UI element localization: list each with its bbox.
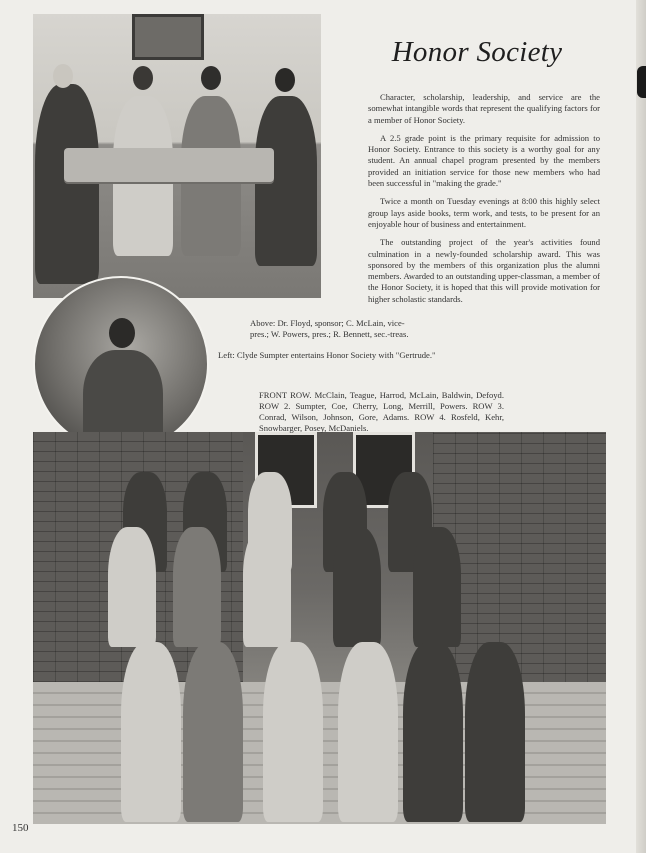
article-paragraph: The outstanding project of the year's activities found culmination in a newly-founded scholarship award. This was sponsored by the members of this organization plus the alumni members. Awarded to an outstanding upper-classman, a member of the Honor Society, it is hoped that this will provide motivation for higher scholastic standards. <box>368 237 600 304</box>
student <box>403 642 463 822</box>
person-sponsor <box>35 84 99 284</box>
page-tab-marker <box>637 66 646 98</box>
student <box>121 642 181 822</box>
article-body <box>368 92 600 312</box>
article-paragraph: A 2.5 grade point is the primary requisite for admission to Honor Society. Entrance to this society is a worthy goal for any student. An annual chapel program presented by the members provided an initiation service for those new members who had been successful in "making the grade." <box>368 132 600 189</box>
caption-group-rows: FRONT ROW. McClain, Teague, Harrod, McLain, Baldwin, Defoyd. ROW 2. Sumpter, Coe, Cherry, Long, Merrill, Powers. ROW 3. Conrad, Wilson, Johnson, Gore, Adams. ROW 4. Rosfeld, Kehr, Snowbarger, Posey, McDaniels. <box>259 390 504 433</box>
group-photo <box>33 432 606 824</box>
article-paragraph: Character, scholarship, leadership, and service are the somewhat intangible words that represent the qualifying factors for a member of Honor Society. <box>368 92 600 125</box>
student <box>413 527 461 647</box>
page-title: Honor Society <box>391 36 563 68</box>
student <box>108 527 156 647</box>
student <box>263 642 323 822</box>
student <box>465 642 525 822</box>
wall-painting <box>132 14 204 60</box>
student <box>183 642 243 822</box>
student <box>243 527 291 647</box>
page-number: 150 <box>12 822 29 834</box>
caption-officers: Above: Dr. Floyd, sponsor; C. McLain, vice-pres.; W. Powers, pres.; R. Bennett, sec.-treas. <box>250 318 409 339</box>
officers-photo <box>33 14 321 298</box>
caption-entertainer: Left: Clyde Sumpter entertains Honor Society with "Gertrude." <box>218 350 436 360</box>
student <box>173 527 221 647</box>
meeting-table <box>64 148 274 182</box>
student <box>333 527 381 647</box>
entertainer-photo <box>33 276 209 452</box>
student <box>338 642 398 822</box>
page-binding-edge <box>636 0 646 853</box>
article-paragraph: Twice a month on Tuesday evenings at 8:00 this highly select group lays aside books, term work, and tests, to be present for an enjoyable hour of business and entertainment. <box>368 196 600 229</box>
